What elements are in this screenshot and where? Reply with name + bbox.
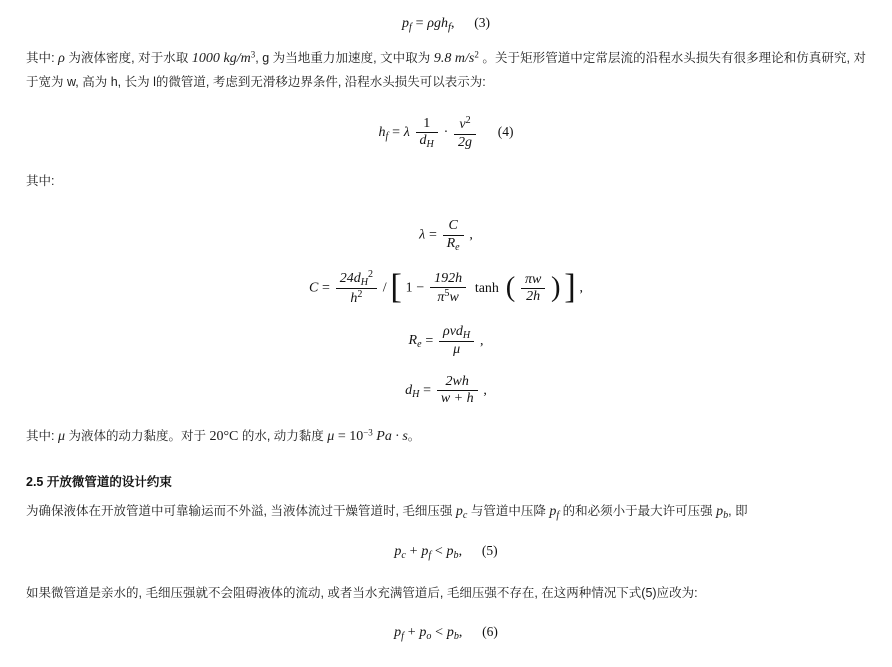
equation-reynolds: $R_e$ = $\frac{\rho vd_H}{\mu}$ , bbox=[408, 323, 484, 357]
equation-3-number: (3) bbox=[474, 15, 490, 30]
equation-6-number: (6) bbox=[482, 623, 498, 639]
paragraph-5 bbox=[26, 583, 866, 605]
equation-3 bbox=[0, 14, 892, 33]
paragraph-4: 为确保液体在开放管道中可靠输运而不外溢, 当液体流过干燥管道时, 毛细压强 $p_c$ 与管道中压降 $p_f$ 的和必须小于最大许可压强 $p_b$, 即 bbox=[26, 503, 748, 521]
equation-3-content: $p_f = \rho gh_f$, (3) bbox=[402, 15, 490, 34]
equation-6 bbox=[0, 623, 892, 642]
document-page bbox=[0, 14, 892, 667]
equation-lambda: λ = $\frac{C}{R_e}$ , bbox=[419, 218, 473, 253]
equation-6-content: $p_f + p_o < p_b$, (6) bbox=[394, 623, 498, 642]
value-gravity: 9.8 m/s bbox=[433, 51, 475, 67]
p5-text: 如果微管道是亲水的, 毛细压强就不会阻碍液体的流动, 或者当水充满管道后, 毛细压强不存在, 在这两种情况下式(5)应改为: bbox=[26, 586, 698, 600]
paragraph-3: 其中: μ 为液体的动力黏度。对于 20°C 的水, 动力黏度 $\mu = 10^{-3}$ Pa · s。 bbox=[26, 427, 421, 445]
p3-text-b: 为液体的动力黏度。对于 bbox=[64, 429, 210, 444]
equation-4-content: $h_f = \lambda$ $\frac{1}{d_H}$ · $\frac{v^2}{2g}$ (4) bbox=[378, 115, 514, 150]
p1-text-d: 。关于矩形管道中定常层流的沿程水头损失有很多理论和仿真研究, 对于宽为 w, 高为 h, 长为 l的微管道, 考虑到无滑移边界条件, 沿程水头损失可以表示为: bbox=[26, 51, 867, 89]
section-heading: 2.5 开放微管道的设计约束 bbox=[26, 474, 172, 489]
equation-c: C = $\frac{24d_H^2}{h^2}$ / [ 1 − $\frac{192h}{\pi^5w}$ tanh ( $\frac{\pi w}{2h}$ ) ] , bbox=[308, 268, 584, 307]
symbol-mu: μ bbox=[57, 429, 65, 445]
equation-4-number: (4) bbox=[497, 124, 514, 140]
equation-5-content: $p_c + p_f < p_b$, (5) bbox=[394, 543, 498, 561]
value-density: 1000 kg/m bbox=[191, 51, 251, 67]
p3-text-c: 的水, 动力黏度 bbox=[238, 429, 328, 444]
equation-5-number: (5) bbox=[481, 543, 498, 559]
p1-text-a: 其中: bbox=[26, 51, 59, 66]
paragraph-1: 其中: ρ 为液体密度, 对于水取 1000 $kg/m^3$, g 为当地重力加速度, 文中取为 9.8 $m/s^2$ 。关于矩形管道中定常层流的沿程水头损失有很多理论和仿真研究, 对于宽为 w, 高为 h, 长为 l的微管道, 考虑到无滑移边界条件, 沿程水头损失可以表示为: bbox=[26, 49, 867, 89]
p4-text-c: 的和必须小于最大许可压强 bbox=[559, 503, 717, 518]
value-viscosity-unit: Pa · s bbox=[372, 429, 408, 445]
p1-text-b: 为液体密度, 对于水取 bbox=[64, 51, 192, 66]
symbol-rho: ρ bbox=[58, 51, 65, 67]
equation-5 bbox=[0, 542, 892, 561]
p4-text-a: 为确保液体在开放管道中可靠输运而不外溢, 当液体流过干燥管道时, 毛细压强 bbox=[26, 503, 456, 518]
p1-text-c: , g 为当地重力加速度, 文中取为 bbox=[255, 51, 434, 66]
p3-text-a: 其中: bbox=[26, 429, 58, 444]
p4-text-b: 与管道中压降 bbox=[467, 503, 550, 518]
p4-text-d: , 即 bbox=[728, 503, 748, 518]
p2-text: 其中: bbox=[26, 173, 55, 188]
equation-hydraulic-diameter: $d_H$ = $\frac{2wh}{w + h}$ , bbox=[405, 374, 487, 407]
value-temperature: 20°C bbox=[209, 429, 239, 445]
paragraph-2 bbox=[26, 171, 866, 193]
equation-4 bbox=[0, 115, 892, 150]
equation-group-definitions bbox=[0, 218, 892, 407]
